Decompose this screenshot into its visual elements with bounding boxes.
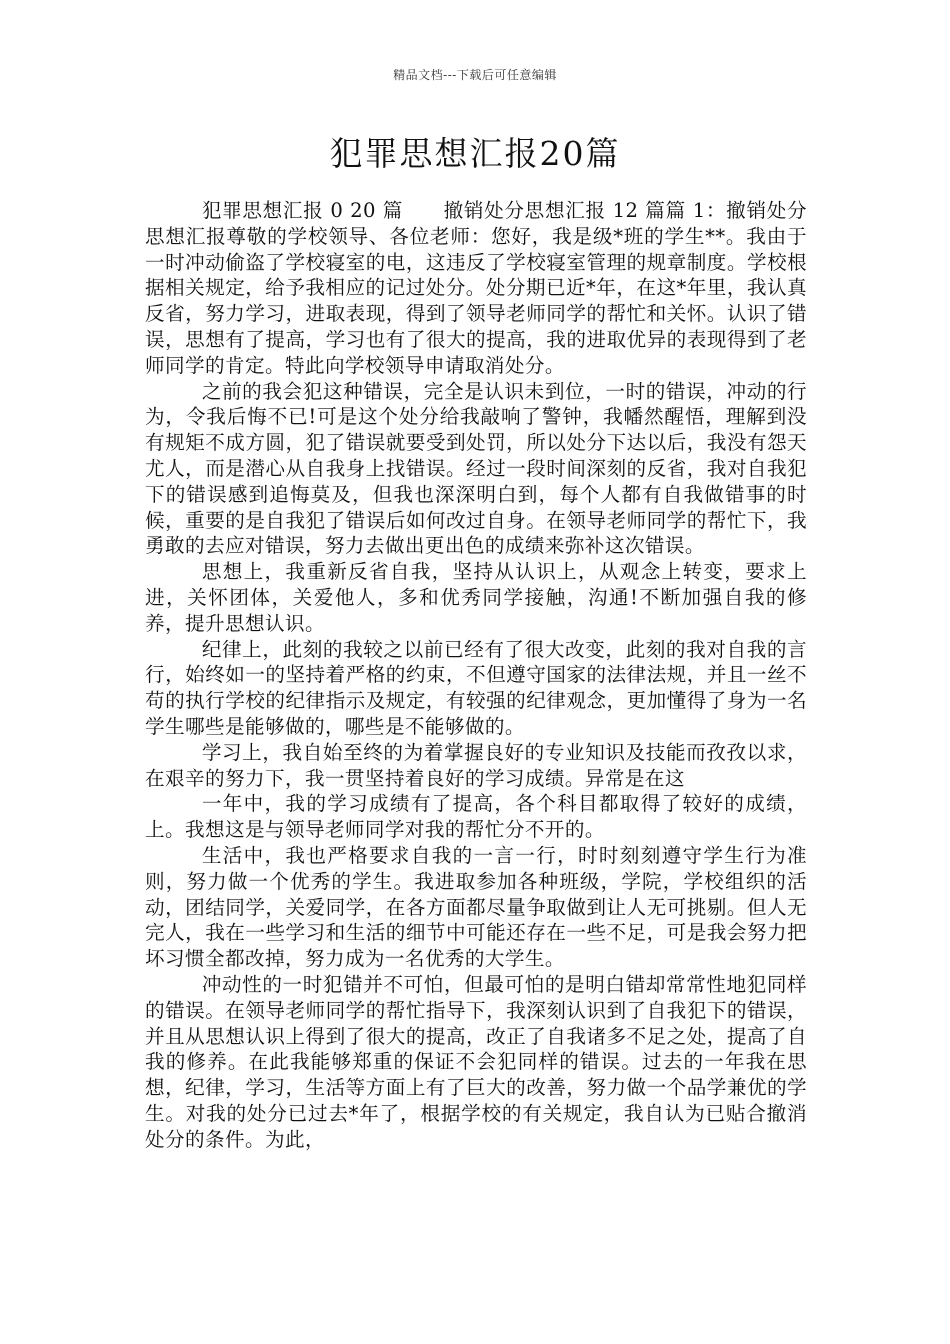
- paragraph-study-continued: 一年中，我的学习成绩有了提高，各个科目都取得了较好的成绩，上。我想这是与领导老师同学对我的帮忙分不开的。: [145, 792, 807, 842]
- document-body: [145, 198, 807, 1152]
- paragraph-reflection: 之前的我会犯这种错误，完全是认识未到位，一时的错误，冲动的行为，令我后悔不已!可是这个处分给我敲响了警钟，我幡然醒悟，理解到没有规矩不成方圆，犯了错误就要受到处罚，所以处分下达以后，我没有怨天尤人，而是潜心从自我身上找错误。经过一段时间深刻的反省，我对自我犯下的错误感到追悔莫及，但我也深深明白到，每个人都有自我做错事的时候，重要的是自我犯了错误后如何改过自身。在领导老师同学的帮忙下，我勇敢的去应对错误，努力去做出更出色的成绩来弥补这次错误。: [145, 379, 807, 558]
- document-title: 犯罪思想汇报20篇: [329, 134, 621, 173]
- paragraph-intro: 犯罪思想汇报 0 20 篇 撤销处分思想汇报 12 篇篇 1：撤销处分思想汇报尊敬的学校领导、各位老师：您好，我是级*班的学生**。我由于一时冲动偷盗了学校寝室的电，这违反了学校寝室管理的规章制度。学校根据相关规定，给予我相应的记过处分。处分期已近*年，在这*年里，我认真反省，努力学习，进取表现，得到了领导老师同学的帮忙和关怀。认识了错误，思想有了提高，学习也有了很大的提高，我的进取优异的表现得到了老师同学的肯定。特此向学校领导申请取消处分。: [145, 199, 807, 377]
- page-header: 精品文档---下载后可任意编辑: [393, 68, 557, 82]
- paragraph-life: 生活中，我也严格要求自我的一言一行，时时刻刻遵守学生行为准则，努力做一个优秀的学生。我进取参加各种班级，学院，学校组织的活动，团结同学，关爱同学，在各方面都尽量争取做到让人无可挑剔。但人无完人，我在一些学习和生活的细节中可能还存在一些不足，可是我会努力把坏习惯全都改掉，努力成为一名优秀的大学生。: [145, 843, 807, 971]
- paragraph-thought: 思想上，我重新反省自我，坚持从认识上，从观念上转变，要求上进，关怀团体，关爱他人，多和优秀同学接触，沟通!不断加强自我的修养，提升思想认识。: [145, 560, 807, 635]
- paragraph-study: 学习上，我自始至终的为着掌握良好的专业知识及技能而孜孜以求，在艰辛的努力下，我一贯坚持着良好的学习成绩。异常是在这: [145, 740, 807, 790]
- paragraph-conclusion: 冲动性的一时犯错并不可怕，但最可怕的是明白错却常常性地犯同样的错误。在领导老师同学的帮忙指导下，我深刻认识到了自我犯下的错误，并且从思想认识上得到了很大的提高，改正了自我诸多不足之处，提高了自我的修养。在此我能够郑重的保证不会犯同样的错误。过去的一年我在思想，纪律，学习，生活等方面上有了巨大的改善，努力做一个品学兼优的学生。对我的处分已过去*年了，根据学校的有关规定，我自认为已贴合撤消处分的条件。为此，: [145, 972, 807, 1151]
- paragraph-discipline: 纪律上，此刻的我较之以前已经有了很大改变，此刻的我对自我的言行，始终如一的坚持着严格的约束，不但遵守国家的法律法规，并且一丝不苟的执行学校的纪律指示及规定，有较强的纪律观念，更加懂得了身为一名学生哪些是能够做的，哪些是不能够做的。: [145, 637, 807, 738]
